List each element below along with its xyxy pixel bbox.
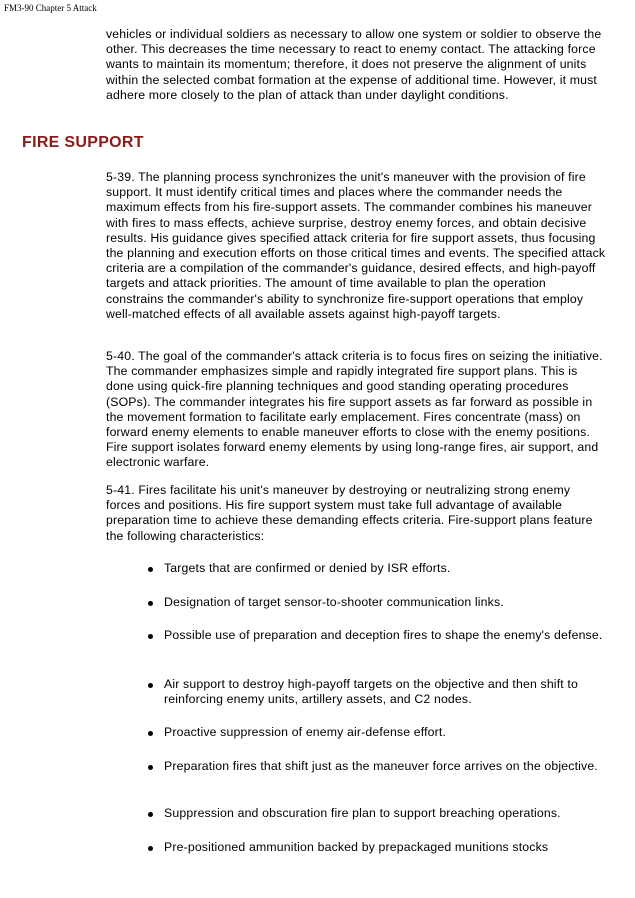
- bullet-dot-icon: [148, 634, 153, 639]
- list-item-text: Pre-positioned ammunition backed by prepackaged munitions stocks: [164, 840, 549, 854]
- bullet-dot-icon: [148, 765, 153, 770]
- list-item-text: Air support to destroy high-payoff targets on the objective and then shift to reinforcing enemy units, artillery assets, and C2 nodes.: [164, 677, 578, 707]
- list-item-text: Suppression and obscuration fire plan to support breaching operations.: [164, 806, 561, 820]
- bullet-dot-icon: [148, 812, 153, 817]
- list-item-text: Proactive suppression of enemy air-defense effort.: [164, 725, 447, 739]
- list-item: [148, 561, 606, 576]
- list-item: [148, 806, 606, 821]
- paragraph-5-40: 5-40. The goal of the commander's attack criteria is to focus fires on seizing the initiative. The commander emphasizes simple and rapidly integrated fire support plans. This is done using quick-fire planning techniques and good standing operating procedures (SOPs). The commander integrates his fire support assets as far forward as possible in the movement formation to facilitate early emplacement. Fires concentrate (mass) on forward enemy elements to enable maneuver efforts to close with the enemy positions. Fire support isolates forward enemy elements by using long-range fires, air support, and electronic warfare.: [106, 349, 603, 470]
- running-head: FM3-90 Chapter 5 Attack: [4, 3, 97, 13]
- bullet-dot-icon: [148, 567, 153, 572]
- bullet-dot-icon: [148, 731, 153, 736]
- bullet-dot-icon: [148, 601, 153, 606]
- paragraph-5-41: 5-41. Fires facilitate his unit's maneuver by destroying or neutralizing strong enemy forces and positions. His fire support system must take full advantage of available preparation time to achieve these demanding effects criteria. Fire-support plans feature the following characteristics:: [106, 483, 593, 543]
- section-heading: FIRE SUPPORT: [22, 134, 144, 151]
- paragraph-5-39: 5-39. The planning process synchronizes the unit's maneuver with the provision of fire support. It must identify critical times and places where the commander needs the maximum effects from his fire-support assets. The commander combines his maneuver with fires to mass effects, achieve surprise, destroy enemy forces, and obtain decisive results. His guidance gives specified attack criteria for fire support assets, thus focusing the planning and execution efforts on those critical times and events. The specified attack criteria are a compilation of the commander's guidance, desired effects, and high-payoff targets and attack priorities. The amount of time available to plan the operation constrains the commander's ability to synchronize fire-support operations that employ well-matched effects of all available assets against high-payoff targets.: [106, 170, 606, 321]
- list-item: [148, 759, 606, 774]
- list-item: [148, 628, 606, 643]
- list-item-text: Preparation fires that shift just as the maneuver force arrives on the objective.: [164, 759, 598, 773]
- list-item: [148, 725, 606, 740]
- list-item: [148, 840, 606, 855]
- bullet-dot-icon: [148, 683, 153, 688]
- list-item-text: Designation of target sensor-to-shooter communication links.: [164, 595, 504, 609]
- intro-paragraph: vehicles or individual soldiers as necessary to allow one system or soldier to observe the other. This decreases the time necessary to react to enemy contact. The attacking force wants to maintain its momentum; therefore, it does not preserve the alignment of units within the selected combat formation at the expense of additional time. However, it must adhere more closely to the plan of attack than under daylight conditions.: [106, 27, 602, 102]
- list-item-text: Targets that are confirmed or denied by ISR efforts.: [164, 561, 451, 575]
- list-item: [148, 677, 606, 707]
- list-item: [148, 595, 606, 610]
- list-item-text: Possible use of preparation and deception fires to shape the enemy's defense.: [164, 628, 603, 642]
- bullet-dot-icon: [148, 846, 153, 851]
